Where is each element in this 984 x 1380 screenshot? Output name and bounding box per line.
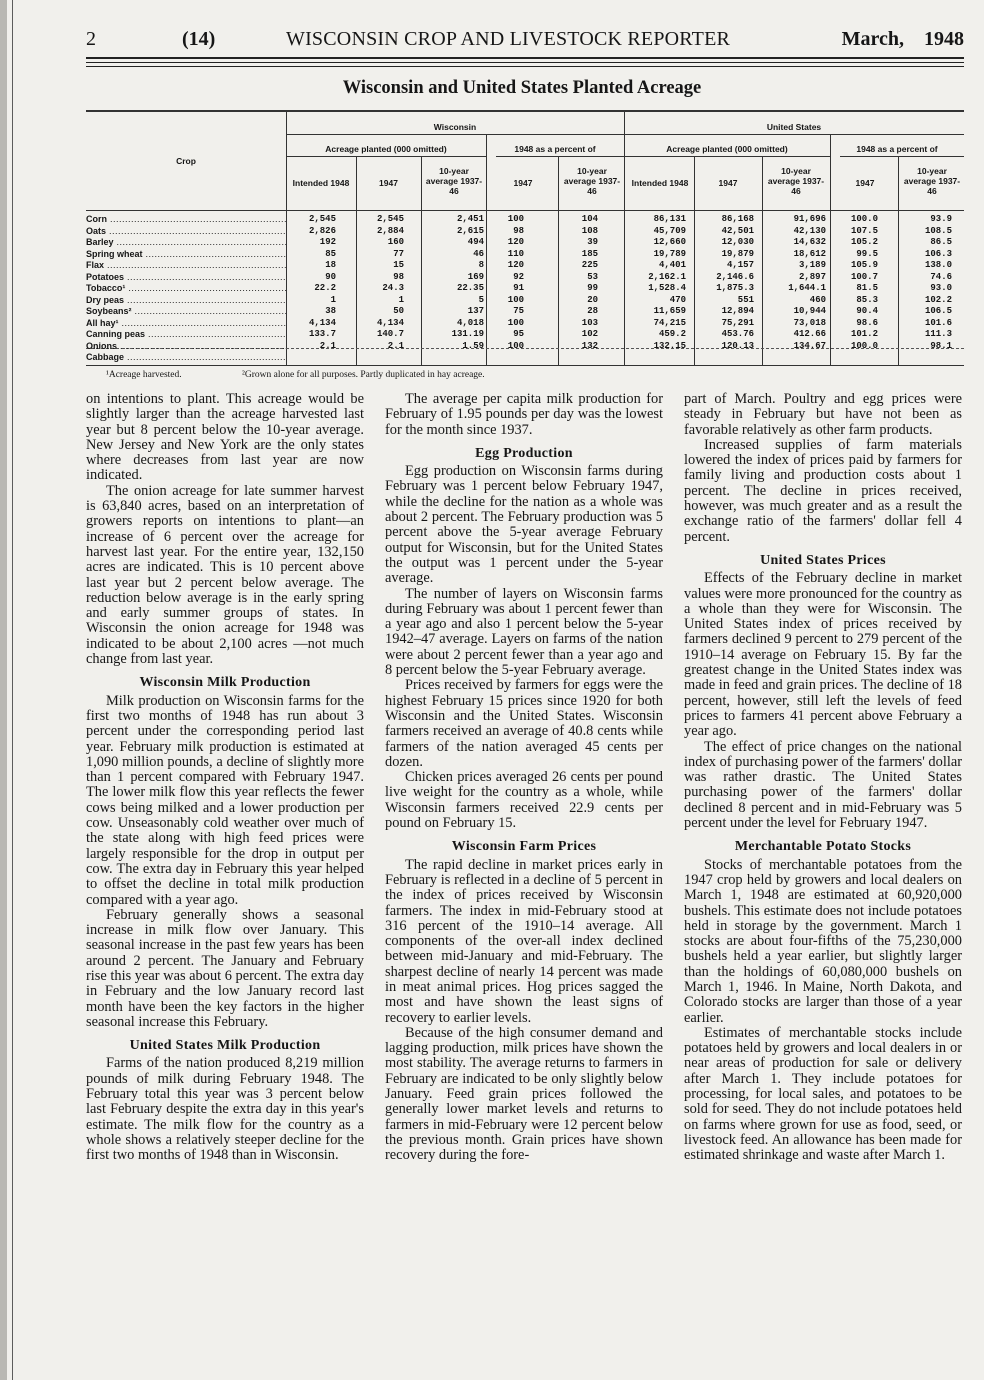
section-heading: United States Milk Production	[129, 1038, 321, 1054]
table-cell: 100	[507, 214, 524, 224]
wisconsin-header: Wisconsin	[433, 122, 477, 132]
crop-names	[86, 214, 286, 364]
table-cell: 132	[581, 340, 598, 351]
table-cell: 86.5	[930, 237, 952, 247]
table-cell: 459.2	[658, 329, 686, 339]
divider-3	[486, 134, 487, 366]
table-cell: 19,789	[653, 248, 686, 259]
table-cell: 111.3	[924, 329, 952, 339]
wi-1947-values	[364, 214, 404, 364]
table-cell: 73,018	[793, 317, 826, 328]
table-cell: 18,612	[793, 248, 826, 259]
us-percent-header: 1948 as a percent of	[856, 144, 938, 154]
paragraph: Egg production on Wisconsin farms during February was 1 percent below February 1947, while the decline for the nation as a whole was about 2 percent. The February production was 5 percent above the 5-year average February output for Wisconsin, but for the United States the output was 1 percent under the 5-year average.	[385, 463, 663, 587]
table-cell: 10,944	[793, 306, 826, 316]
table-cell: 86,131	[653, 214, 686, 224]
column-1	[86, 392, 364, 1164]
table-cell: 108	[581, 225, 598, 236]
table-cell: 53	[587, 271, 598, 282]
table-cell: 132.15	[653, 340, 686, 351]
table-cell: 46	[473, 248, 484, 259]
divider-8	[898, 156, 899, 366]
acreage-table	[86, 110, 964, 366]
table-cell: 2.1	[319, 340, 336, 351]
section-heading: Egg Production	[475, 445, 573, 461]
table-cell: 225	[581, 260, 598, 270]
wi-acreage-header: Acreage planted (000 omitted)	[325, 144, 447, 154]
table-cell: 131.19	[451, 329, 484, 339]
crop-name-cell: All hay¹ .....	[86, 318, 286, 330]
table-cell: 93.9	[930, 214, 952, 224]
table-cell: 91,696	[793, 214, 826, 224]
table-cell: 12,660	[653, 237, 686, 247]
table-cell: 4,157	[726, 260, 754, 270]
divider-4	[558, 156, 559, 366]
table-cell: 5	[478, 294, 484, 305]
publication-title: WISCONSIN CROP AND LIVESTOCK REPORTER	[286, 28, 731, 50]
table-cell: 24.3	[382, 283, 404, 293]
table-cell: 120	[507, 237, 524, 247]
divider-2	[421, 156, 422, 366]
table-cell: 107.5	[850, 225, 878, 236]
wi-percent-rule	[496, 156, 624, 157]
crop-name-cell: Barley .....	[86, 237, 286, 249]
table-cell: 106.3	[924, 248, 952, 259]
wi-pct-1947-values	[496, 214, 524, 364]
us-pct-10yr-values	[916, 214, 952, 364]
table-top-rule	[86, 110, 964, 112]
table-cell: 102.2	[924, 294, 952, 305]
table-cell: 140.7	[376, 329, 404, 339]
table-cell	[772, 352, 826, 364]
wi-1947-header: 1947	[379, 178, 398, 188]
paragraph: Increased supplies of farm materials lowered the index of prices paid by farmers for family living and production costs about 1 percent. The decline in prices received, however, was much greater and as a result the exchange ratio of the farmers' dollar fell 4 percent.	[684, 436, 962, 545]
table-cell: 120	[507, 260, 524, 270]
us-acreage-header: Acreage planted (000 omitted)	[666, 144, 788, 154]
table-cell: 4,401	[658, 260, 686, 270]
crop-name-cell: Onions .....	[86, 341, 286, 353]
table-cell: 4,134	[376, 317, 404, 328]
paragraph: part of March. Poultry and egg prices were steady in February but have not been as favorable relatively as other farm products.	[684, 391, 962, 438]
table-cell: 105.9	[850, 260, 878, 270]
table-cell: 470	[669, 294, 686, 305]
crop-header: Crop	[176, 156, 196, 166]
issue-page-number: (14)	[182, 28, 216, 50]
paragraph: Chicken prices averaged 26 cents per pound live weight for the country as a whole, while Wisconsin farmers received 22.9 cents per pound on February 15.	[385, 769, 663, 832]
paragraph: Stocks of merchantable potatoes from the 1947 crop held by growers and local dealers on March 1, 1948 are estimated at 60,920,000 bushels. This estimate does not include potatoes held in storage by the government. March 1 stocks are about four-fifths of the 75,230,000 bushels held a year earlier, but slightly larger than the holdings of 60,080,000 bushels on March 1, 1946. In Maine, North Dakota, and Colorado stocks are larger than those of a year earlier.	[684, 856, 962, 1026]
paragraph: The onion acreage for late summer harvest is 63,840 acres, based on an interpretation of growers reports on intentions to plant—an increase of 6 percent over the acreage for harvest last year. For the entire year, 132,150 acres are indicated. This is 10 percent above last year but 2 percent below average. The reduction below average is in the early spring and early summer groups of states. In Wisconsin the onion acreage for 1948 was indicated to be about 2,100 acres —not much change from last year.	[86, 482, 364, 668]
table-cell: 453.76	[721, 329, 754, 339]
table-cell: 138.0	[924, 260, 952, 270]
paragraph: Milk production on Wisconsin farms for the first two months of 1948 has run about 3 percent under the corresponding period last year. February milk production is estimated at 1,090 million pounds, a decline of slightly more than 1 percent compared with February 1947. The lower milk flow this year reflects the fewer cows being milked and a lower production per cow. Unseasonably cold weather over much of the state along with high feed prices were largely responsible for the drop in output per cow. The extra day in February this year helped to offset the decline in total milk production compared with a year ago.	[86, 692, 364, 908]
crop-name-cell: Tobacco¹ .....	[86, 283, 286, 295]
table-cell: 101.2	[850, 329, 878, 339]
paragraph: The effect of price changes on the national index of purchasing power of the farmers' dollar was rather drastic. The United States purchasing power of the farmers' dollar declined 8 percent and in mid-February was 5 percent under the level for February 1947.	[684, 738, 962, 832]
table-cell: 39	[587, 237, 598, 247]
table-cell: 86,168	[721, 214, 754, 224]
table-cell: 494	[467, 237, 484, 247]
crop-name-cell: Oats .....	[86, 226, 286, 238]
paragraph: The number of layers on Wisconsin farms during February was about 1 percent fewer than a year ago and also 1 percent below the 5-year 1942–47 average. Layers on farms of the nation were about 2 percent fewer than a year ago and 8 percent below the 5-year February average.	[385, 585, 663, 679]
table-region-rule	[286, 134, 964, 135]
table-cell: 102	[581, 329, 598, 339]
table-cell: 412.66	[793, 329, 826, 339]
section-heading: Merchantable Potato Stocks	[734, 839, 912, 855]
us-1947-header: 1947	[718, 178, 738, 188]
paragraph: The rapid decline in market prices early in February is reflected in a decline of 5 percent in the index of prices received by Wisconsin farmers. The index in mid-February stood at 316 percent of the 1910–14 average. All components of the over-all index declined between mid-January and mid-February. The sharpest decline of nearly 14 percent was made in meat animal prices. Hog prices sagged the most and have shown the least signs of recovery to earlier levels.	[385, 856, 663, 1026]
table-header-bottom-rule	[86, 210, 964, 211]
table-cell: 100.0	[850, 214, 878, 224]
table-cell	[364, 352, 404, 364]
header-rule-thin-2	[86, 66, 964, 67]
table-cell: 42,501	[721, 225, 754, 236]
table-cell: 120.13	[721, 340, 754, 351]
divider-6	[762, 156, 763, 366]
table-cell: 2,897	[798, 271, 826, 282]
table-cell	[638, 352, 686, 364]
table-cell: 4,134	[308, 317, 336, 328]
table-cell: 74.6	[930, 271, 952, 282]
us-pct-1947-values	[842, 214, 878, 364]
table-cell: 22.2	[314, 283, 336, 293]
table-cell: 50	[393, 306, 404, 316]
table-cell: 2,146.6	[716, 271, 754, 282]
table-cell: 99.5	[856, 248, 878, 259]
footnote-2: ²Grown alone for all purposes. Partly duplicated in hay acreage.	[242, 370, 485, 380]
us-acreage-rule	[624, 156, 830, 157]
table-cell: 18	[325, 260, 336, 270]
section-heading: Wisconsin Milk Production	[139, 675, 311, 691]
wi-pct-10yr-values	[570, 214, 598, 364]
table-cell: 169	[467, 271, 484, 282]
table-cell: 98	[393, 271, 404, 282]
table-bottom-rule	[86, 365, 964, 366]
table-cell: 110	[507, 248, 524, 259]
wi-10yr-values	[428, 214, 484, 364]
us-intended-values	[638, 214, 686, 364]
table-cell: 90.4	[856, 306, 878, 316]
table-cell: 133.7	[308, 329, 336, 339]
table-cell	[842, 352, 878, 364]
crop-name-cell: Spring wheat .....	[86, 249, 286, 261]
table-cell	[706, 352, 754, 364]
crop-name-cell: Flax .....	[86, 260, 286, 272]
table-cell: 12,894	[721, 306, 754, 316]
wi-intended-values	[296, 214, 336, 364]
issue-month: March,	[841, 28, 904, 50]
table-cell: 103	[581, 317, 598, 328]
paragraph: February generally shows a seasonal increase in milk flow over January. This seasonal increase in the past few years has been around 2 percent. The January and February rise this year was about 6 percent. The extra day in February and the low January record last month have been the key factors in the higher seasonal increase this February.	[86, 906, 364, 1030]
table-cell: 77	[393, 248, 404, 259]
us-pct-1947-header: 1947	[855, 178, 875, 188]
header-rule-thick	[86, 57, 964, 59]
table-cell: 101.6	[924, 317, 952, 328]
paragraph: Estimates of merchantable stocks include potatoes held by growers and local dealers in or near areas of production for sale or delivery after March 1. They include potatoes for processing, for local sales, and potatoes to be sold for seed. They do not include potatoes held on farms where grown for use as food, seed, or livestock feed. An allowance has been made for estimated shrinkage and waste after March 1.	[684, 1024, 962, 1164]
table-cell: 185	[581, 248, 598, 259]
wi-acreage-rule	[286, 156, 486, 157]
column-2	[385, 392, 663, 1164]
column-3	[684, 392, 962, 1164]
us-1947-values	[706, 214, 754, 364]
table-cell: 2,615	[456, 225, 484, 236]
crop-name-cell: Canning peas .....	[86, 329, 286, 341]
table-cell: 99	[587, 283, 598, 293]
table-cell: 98	[513, 225, 524, 236]
table-cell: 100.7	[850, 271, 878, 282]
table-cell: 1,528.4	[648, 283, 686, 293]
table-cell	[570, 352, 598, 364]
crop-name-cell: Dry peas .....	[86, 295, 286, 307]
table-cell: 160	[387, 237, 404, 247]
issue-year: 1948	[924, 28, 964, 50]
paragraph: Prices received by farmers for eggs were the highest February 15 prices since 1920 for both Wisconsin and the United States. Wisconsin farmers received an average of 40.8 cents while farmers of the nation averaged 45 cents per dozen.	[385, 677, 663, 770]
table-cell: 91	[513, 283, 524, 293]
table-cell: 1	[330, 294, 336, 305]
table-cell: 81.5	[856, 283, 878, 293]
footnote-1: ¹Acreage harvested.	[106, 370, 182, 380]
table-cell: 98.1	[930, 340, 952, 351]
table-cell: 93.0	[930, 283, 952, 293]
table-cell: 192	[319, 237, 336, 247]
crop-name-cell: Soybeans² .....	[86, 306, 286, 318]
table-cell: 15	[393, 260, 404, 270]
table-cell: 106.5	[924, 306, 952, 316]
us-10yr-header: 10-year average 1937-46	[767, 166, 825, 196]
table-cell: 75	[513, 306, 524, 316]
wi-intended-header: Intended 1948	[292, 178, 350, 188]
table-cell: 100	[507, 340, 524, 351]
table-cell	[296, 352, 336, 364]
table-cell: 20	[587, 294, 598, 305]
table-cell: 90	[325, 271, 336, 282]
table-cell: 98.6	[856, 317, 878, 328]
wi-10yr-header: 10-year average 1937-46	[425, 166, 483, 196]
crop-name-cell: Corn .....	[86, 214, 286, 226]
crop-name-cell: Cabbage .....	[86, 352, 286, 364]
table-cell: 11,659	[653, 306, 686, 316]
table-cell: 551	[737, 294, 754, 305]
table-cell: 1.59	[462, 340, 484, 351]
table-cell: 134.67	[793, 340, 826, 351]
crop-name-cell: Potatoes .....	[86, 272, 286, 284]
table-cell: 2,545	[308, 214, 336, 224]
us-10yr-values	[772, 214, 826, 364]
page-binding-edge	[0, 0, 7, 1380]
paragraph: Because of the high consumer demand and lagging production, milk prices have shown the most stability. The average returns to farmers in February are indicated to be only slightly below January. Feed grain prices followed the generally lower market levels and returns to farmers in mid-February were 12 percent below the previous month. Grain prices have shown recovery during the fore-	[385, 1024, 663, 1164]
table-cell: 100	[507, 294, 524, 305]
table-cell: 104	[581, 214, 598, 224]
table-cell: 75,291	[721, 317, 754, 328]
table-cell: 137	[467, 306, 484, 316]
us-intended-header: Intended 1948	[631, 178, 689, 188]
section-heading: Wisconsin Farm Prices	[451, 839, 597, 855]
table-cell: 108.5	[924, 225, 952, 236]
paragraph: Effects of the February decline in market values were more pronounced for the country as a whole than they were for Wisconsin. The United States index of prices received by farmers declined 9 percent to 279 percent of the 1910–14 average on February 15. By far the greatest change in the United States index was made in feed and grain prices. The decline of 18 percent, however, still left the levels of feed prices to farmers 41 percent above February a year ago.	[684, 570, 962, 740]
divider-7	[830, 134, 831, 366]
issue-date	[842, 28, 964, 51]
table-cell: 95	[513, 329, 524, 339]
binding-line	[12, 0, 13, 1380]
table-cell: 4,018	[456, 317, 484, 328]
paragraph: Farms of the nation produced 8,219 million pounds of milk during February 1948. The February total this year was 3 percent below last February despite the extra day in this year's estimate. The milk flow for the country as a whole shows a relatively steeper decline for the first two months of 1948 than in Wisconsin.	[86, 1055, 364, 1164]
table-cell	[916, 352, 952, 364]
table-cell: 85	[325, 248, 336, 259]
table-cell: 1,644.1	[788, 283, 826, 293]
table-cell: 460	[809, 294, 826, 305]
paragraph: The average per capita milk production for February of 1.95 pounds per day was the lowest for the month since 1937.	[385, 391, 663, 438]
table-cell: 1	[398, 294, 404, 305]
table-cell: 2,162.1	[648, 271, 686, 282]
table-cell: 12,030	[721, 237, 754, 247]
paragraph: on intentions to plant. This acreage would be slightly larger than the acreage harvested last year but 8 percent below the 10-year average. New Jersey and New York are the only states where decreases from last year are now indicated.	[86, 391, 364, 484]
wi-percent-header: 1948 as a percent of	[514, 144, 596, 154]
table-cell	[428, 352, 484, 364]
table-cell: 19,879	[721, 248, 754, 259]
table-cell: 2,451	[456, 214, 484, 224]
table-cell: 45,709	[653, 225, 686, 236]
header-rule-thin	[86, 62, 964, 63]
table-cell: 22.35	[456, 283, 484, 293]
table-cell: 28	[587, 306, 598, 316]
table-cell: 1,875.3	[716, 283, 754, 293]
table-cell: 3,189	[798, 260, 826, 270]
wi-pct-1947-header: 1947	[513, 178, 533, 188]
table-cell: 2.1	[387, 340, 404, 351]
table-cell: 105.2	[850, 237, 878, 247]
table-cell: 2,545	[376, 214, 404, 224]
wi-pct-10yr-header: 10-year average 1937-46	[563, 166, 621, 196]
table-cell: 2,826	[308, 225, 336, 236]
table-cell	[496, 352, 524, 364]
table-cell: 2,884	[376, 225, 404, 236]
table-cell: 74,215	[653, 317, 686, 328]
us-pct-10yr-header: 10-year average 1937-46	[903, 166, 961, 196]
table-cell: 100	[507, 317, 524, 328]
us-header: United States	[766, 122, 822, 132]
table-cell: 8	[478, 260, 484, 270]
us-percent-rule	[840, 156, 964, 157]
table-cell: 38	[325, 306, 336, 316]
page-number: 2	[86, 28, 96, 50]
section-heading: United States Prices	[760, 552, 886, 568]
page-header	[86, 28, 964, 54]
table-cell: 92	[513, 271, 524, 282]
table-title: Wisconsin and United States Planted Acreage	[342, 78, 702, 98]
table-cell: 14,632	[793, 237, 826, 247]
table-cell: 100.0	[850, 340, 878, 351]
table-cell: 85.3	[856, 294, 878, 305]
table-cell: 42,130	[793, 225, 826, 236]
